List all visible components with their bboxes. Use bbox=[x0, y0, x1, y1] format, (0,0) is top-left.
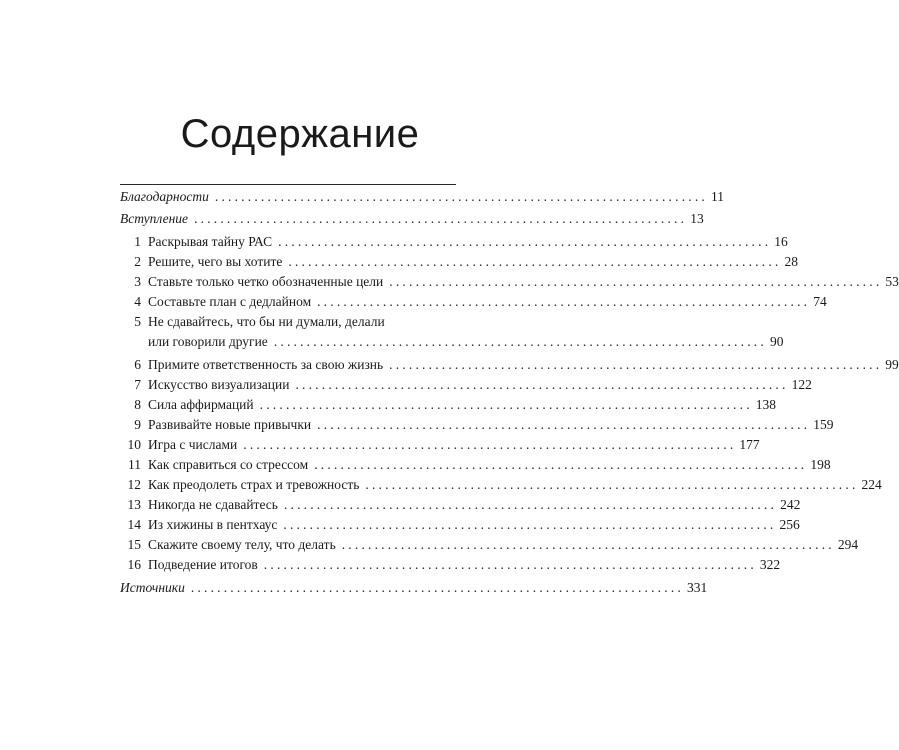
chapter-number: 4 bbox=[134, 294, 141, 309]
toc-page-number: 242 bbox=[780, 497, 801, 512]
toc-page-number: 322 bbox=[759, 557, 781, 572]
table-of-contents bbox=[120, 0, 899, 750]
toc-chapter-5[interactable] bbox=[120, 312, 784, 352]
leader-dots: ........................................................................... bbox=[283, 497, 778, 512]
toc-page-number: 53 bbox=[885, 274, 899, 289]
leader-dots: ........................................................................... bbox=[194, 211, 688, 226]
chapter-title: Подведение итогов bbox=[148, 557, 258, 572]
toc-page-number: 159 bbox=[813, 417, 834, 432]
toc-page-number: 16 bbox=[774, 234, 788, 249]
toc-page-number: 99 bbox=[885, 357, 899, 372]
chapter-number: 7 bbox=[134, 377, 141, 392]
toc-chapter-11[interactable] bbox=[120, 455, 831, 475]
leader-dots: ........................................................................... bbox=[190, 580, 684, 595]
toc-chapter-3[interactable] bbox=[120, 272, 899, 292]
toc-page-number: 198 bbox=[810, 457, 831, 472]
leader-dots: ........................................................................... bbox=[214, 189, 708, 204]
chapter-title: Раскрывая тайну РАС bbox=[148, 234, 273, 249]
toc-page-number: 294 bbox=[837, 537, 859, 552]
chapter-title: Скажите своему телу, что делать bbox=[148, 537, 336, 552]
chapter-title: Составьте план с дедлайном bbox=[148, 294, 312, 309]
chapter-title: Игра с числами bbox=[148, 437, 238, 452]
toc-page-number: 177 bbox=[739, 437, 760, 452]
chapter-title: Ставьте только четко обозначенные цели bbox=[148, 274, 384, 289]
toc-page-number: 90 bbox=[769, 334, 784, 349]
toc-page-number: 256 bbox=[779, 517, 800, 532]
toc-page-number: 28 bbox=[784, 254, 798, 269]
chapter-number: 3 bbox=[134, 274, 141, 289]
toc-page-number: 74 bbox=[813, 294, 827, 309]
chapter-title: Как преодолеть страх и тревожность bbox=[148, 477, 360, 492]
leader-dots: ........................................................................... bbox=[389, 357, 883, 372]
chapter-title-line-1: Не сдавайтесь, что бы ни думали, делали bbox=[148, 314, 385, 329]
chapter-number: 6 bbox=[134, 357, 141, 372]
chapter-number: 1 bbox=[134, 234, 141, 249]
chapter-number: 14 bbox=[127, 517, 141, 532]
toc-page-number: 122 bbox=[791, 377, 812, 392]
page-title: Содержание bbox=[180, 112, 420, 156]
leader-dots: ........................................................................... bbox=[263, 557, 757, 572]
toc-chapter-14[interactable] bbox=[120, 515, 800, 535]
chapter-title: Никогда не сдавайтесь bbox=[148, 497, 278, 512]
leader-dots: ........................................................................... bbox=[278, 234, 772, 249]
leader-dots: ........................................................................... bbox=[295, 377, 789, 392]
chapter-title: Из хижины в пентхаус bbox=[148, 517, 278, 532]
leader-dots: ........................................................................... bbox=[283, 517, 777, 532]
chapter-number: 16 bbox=[127, 557, 141, 572]
toc-page-number: 11 bbox=[711, 189, 724, 204]
toc-chapter-15[interactable] bbox=[120, 535, 859, 555]
chapter-number: 8 bbox=[134, 397, 141, 412]
leader-dots: ........................................................................... bbox=[317, 417, 811, 432]
toc-page-number: 331 bbox=[686, 580, 708, 595]
chapter-title: Сила аффирмаций bbox=[148, 397, 254, 412]
chapter-number: 12 bbox=[127, 477, 141, 492]
toc-chapter-10[interactable] bbox=[120, 435, 760, 455]
leader-dots: ........................................................................... bbox=[389, 274, 883, 289]
toc-chapter-4[interactable] bbox=[120, 292, 827, 312]
chapter-title: Развивайте новые привычки bbox=[148, 417, 312, 432]
toc-chapter-9[interactable] bbox=[120, 415, 834, 435]
chapter-title: Решите, чего вы хотите bbox=[148, 254, 283, 269]
leader-dots: ........................................................................... bbox=[341, 537, 835, 552]
leader-dots: ........................................................................... bbox=[288, 254, 782, 269]
leader-dots: ........................................................................... bbox=[365, 477, 859, 492]
toc-chapter-7[interactable] bbox=[120, 375, 812, 395]
toc-chapter-12[interactable] bbox=[120, 475, 882, 495]
toc-chapter-6[interactable] bbox=[120, 355, 899, 375]
chapter-title: Искусство визуализации bbox=[148, 377, 290, 392]
toc-page-number: 13 bbox=[690, 211, 704, 226]
leader-dots: ........................................................................... bbox=[314, 457, 808, 472]
toc-entry-label: Источники bbox=[120, 580, 185, 595]
toc-entry-acknowledgements[interactable] bbox=[120, 187, 724, 207]
leader-dots: ........................................................................... bbox=[259, 397, 753, 412]
chapter-number: 9 bbox=[134, 417, 141, 432]
toc-entry-label: Вступление bbox=[120, 211, 189, 226]
toc-page-number: 224 bbox=[861, 477, 882, 492]
chapter-number: 11 bbox=[128, 457, 141, 472]
chapter-title: Примите ответственность за свою жизнь bbox=[148, 357, 384, 372]
chapter-number: 13 bbox=[127, 497, 141, 512]
toc-chapter-2[interactable] bbox=[120, 252, 798, 272]
chapter-number: 10 bbox=[127, 437, 141, 452]
leader-dots: ........................................................................... bbox=[317, 294, 811, 309]
toc-entry-label: Благодарности bbox=[120, 189, 209, 204]
leader-dots: ........................................................................... bbox=[243, 437, 737, 452]
toc-chapter-13[interactable] bbox=[120, 495, 801, 515]
toc-chapter-1[interactable] bbox=[120, 232, 788, 252]
toc-page-number: 138 bbox=[755, 397, 777, 412]
leader-dots: ........................................................................... bbox=[273, 334, 767, 349]
toc-entry-sources[interactable] bbox=[120, 578, 708, 598]
chapter-title-line-2: или говорили другие bbox=[148, 334, 268, 349]
chapter-number: 2 bbox=[134, 254, 141, 269]
toc-chapter-16[interactable] bbox=[120, 555, 781, 575]
chapter-number: 5 bbox=[134, 314, 141, 329]
chapter-title: Как справиться со стрессом bbox=[148, 457, 309, 472]
toc-entry-introduction[interactable] bbox=[120, 209, 704, 229]
toc-chapter-8[interactable] bbox=[120, 395, 777, 415]
chapter-number: 15 bbox=[127, 537, 141, 552]
